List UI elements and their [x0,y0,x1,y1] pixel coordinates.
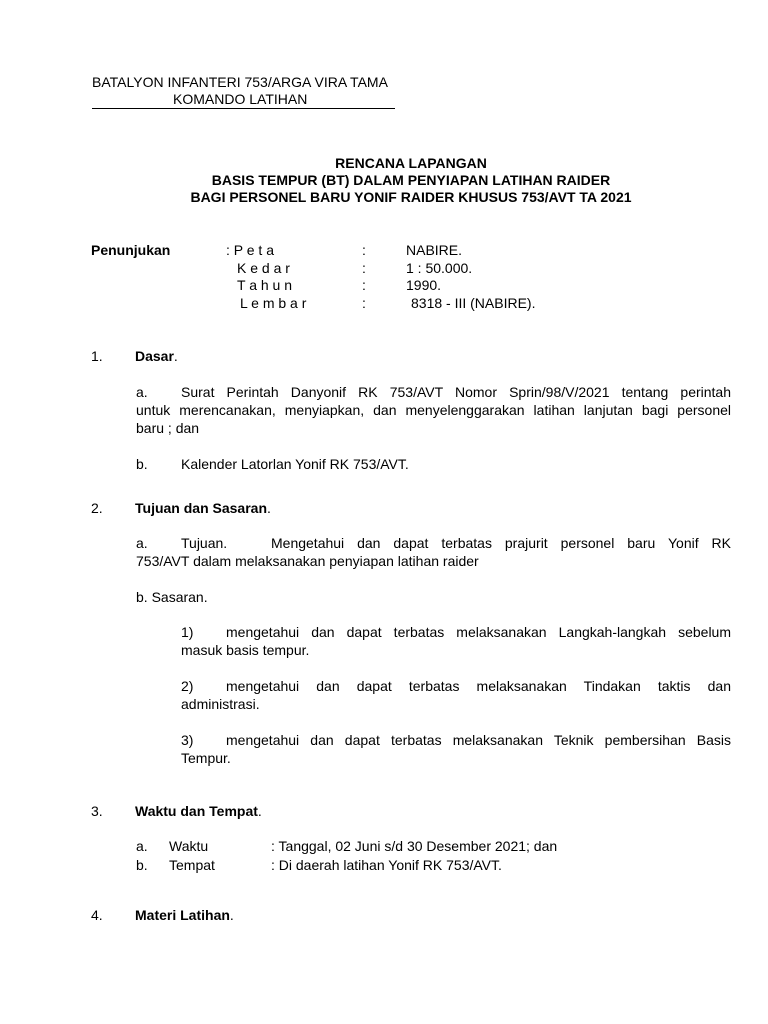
section-4-number: 4. [91,907,103,923]
s1-b-marker: b. [136,456,148,472]
s3-a-marker: a. [136,838,148,854]
s1-b-text: Kalender Latorlan Yonif RK 753/AVT. [181,456,409,472]
year-value: 1990. [406,277,442,293]
map-key: : P e t a [226,242,274,258]
s2-a-line1: Mengetahui dan dapat terbatas prajurit personel baru Yonif RK [271,535,731,551]
s2-a-marker: a. [136,535,148,551]
s2-item-3-number: 3) [181,732,194,748]
s3-a-label: Waktu [169,838,209,854]
s2-item-2-number: 2) [181,678,194,694]
unit-name: BATALYON INFANTERI 753/ARGA VIRA TAMA [92,74,388,90]
s2-a-line2: 753/AVT dalam melaksanakan penyiapan latihan raider [136,553,479,569]
sheet-sep: : [362,295,366,311]
doc-title-line2: BASIS TEMPUR (BT) DALAM PENYIAPAN LATIHAN RAIDER [211,172,611,188]
section-3-title-text: Waktu dan Tempat [135,803,258,819]
s2-b-text: b. Sasaran. [136,589,208,605]
section-1-title: Dasar. [135,348,178,364]
section-3-number: 3. [91,803,103,819]
penunjukan-label: Penunjukan [91,242,171,258]
s2-item-1-line2: masuk basis tempur. [181,642,310,658]
department-name: KOMANDO LATIHAN [173,91,308,107]
s1-a-line2: untuk merencanakan, menyiapkan, dan menyelenggarakan latihan lanjutan bagi personel [136,402,731,418]
section-2-title-text: Tujuan dan Sasaran [135,500,267,516]
s2-item-1-number: 1) [181,624,194,640]
s2-item-3-line1: mengetahui dan dapat terbatas melaksanakan Teknik pembersihan Basis [226,732,731,748]
section-2-number: 2. [91,500,103,516]
section-4-title: Materi Latihan. [135,907,234,923]
s2-item-2-line2: administrasi. [181,696,260,712]
doc-title-line3: BAGI PERSONEL BARU YONIF RAIDER KHUSUS 753/AVT TA 2021 [190,189,632,205]
year-sep: : [362,277,366,293]
scale-sep: : [362,260,366,276]
s3-b-marker: b. [136,857,148,873]
s2-item-1-line1: mengetahui dan dapat terbatas melaksanakan Langkah-langkah sebelum [226,624,731,640]
section-2-title: Tujuan dan Sasaran. [135,500,271,516]
s3-b-value: : Di daerah latihan Yonif RK 753/AVT. [271,857,502,873]
sheet-key: L e m b a r [240,295,307,311]
s3-a-value: : Tanggal, 02 Juni s/d 30 Desember 2021; dan [271,838,558,854]
year-key: T a h u n [237,277,293,293]
section-1-title-text: Dasar [135,348,174,364]
s2-a-label: Tujuan. [181,535,228,551]
map-value: NABIRE. [406,242,463,258]
s1-a-marker: a. [136,384,148,400]
section-1-number: 1. [91,348,103,364]
doc-title-line1: RENCANA LAPANGAN [335,155,487,171]
s1-a-line1: Surat Perintah Danyonif RK 753/AVT Nomor Sprin/98/V/2021 tentang perintah [181,384,731,400]
scale-value: 1 : 50.000. [406,260,473,276]
s3-b-label: Tempat [169,857,215,873]
map-sep: : [362,242,366,258]
s2-item-3-line2: Tempur. [181,750,231,766]
section-4-title-text: Materi Latihan [135,907,230,923]
s1-a-line3: baru ; dan [136,420,200,436]
header-underline [92,108,395,109]
s2-item-2-line1: mengetahui dan dapat terbatas melaksanakan Tindakan taktis dan [226,678,731,694]
section-3-title: Waktu dan Tempat. [135,803,262,819]
sheet-value: 8318 - III (NABIRE). [411,295,536,311]
scale-key: K e d a r [237,260,290,276]
